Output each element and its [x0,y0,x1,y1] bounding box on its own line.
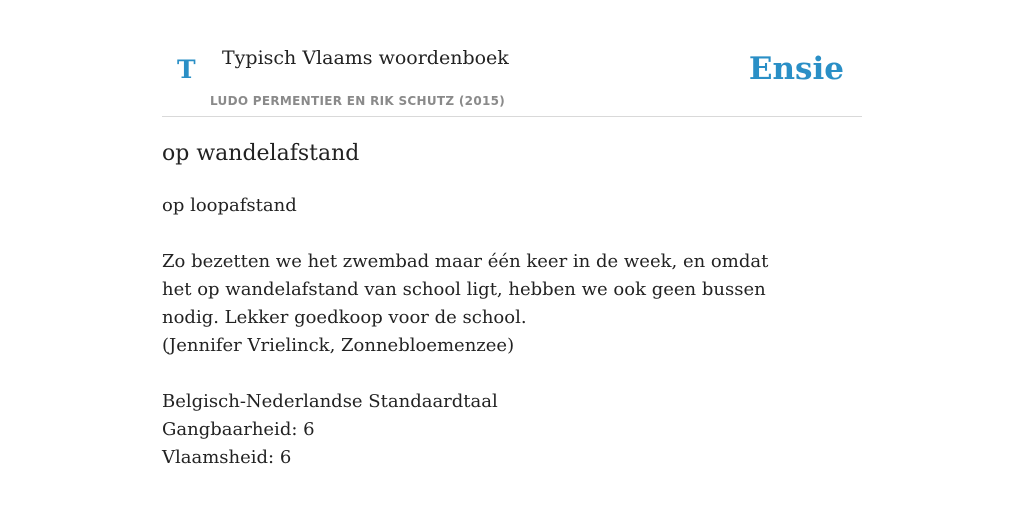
ensie-logo[interactable]: Ensie [748,51,844,87]
dictionary-authors: LUDO PERMENTIER EN RIK SCHUTZ (2015) [210,94,506,108]
gangbaarheid-score: Gangbaarheid: 6 [162,419,315,440]
example-quote: Zo bezetten we het zwembad maar één keer in de week, en omdat het op wandelafstand van school ligt, hebben we ook geen bussen nodig. Lekker goedkoop voor de school. [162,251,769,328]
entry-example [162,248,802,360]
dictionary-header [162,0,862,117]
dictionary-logo-icon[interactable]: T [177,55,196,84]
vlaamsheid-score: Vlaamsheid: 6 [162,447,292,468]
entry-term: op wandelafstand [162,141,360,166]
dictionary-title[interactable]: Typisch Vlaams woordenboek [222,47,509,69]
entry-content [162,138,862,472]
example-source: (Jennifer Vrielinck, Zonnebloemenzee) [162,335,515,356]
register-label: Belgisch-Nederlandse Standaardtaal [162,391,498,412]
entry-definition: op loopafstand [162,195,297,216]
entry-metadata [162,388,862,472]
